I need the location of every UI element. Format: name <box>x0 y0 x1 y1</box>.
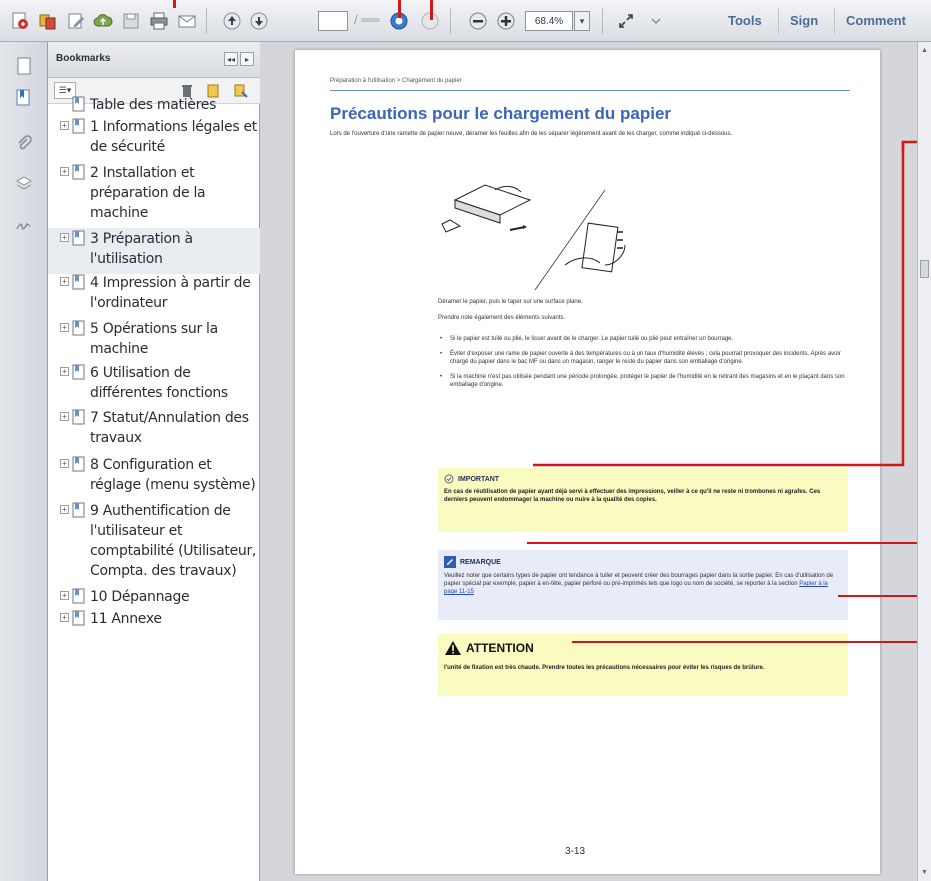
bookmark-item[interactable] <box>48 318 260 364</box>
bookmark-page-icon <box>72 230 86 246</box>
page-number-input[interactable] <box>318 11 348 31</box>
expand-toggle-icon[interactable]: + <box>60 459 69 468</box>
intro-paragraph: Lors de l'ouverture d'une ramette de papier neuve, déramer les feuilles afin de les séparer légèrement avant de les charger, comme indiqué ci-dessous. <box>330 131 733 137</box>
expand-toggle-icon[interactable]: + <box>60 591 69 600</box>
remarque-note <box>438 550 848 620</box>
bookmark-options-menu[interactable]: ☰▾ <box>54 82 76 99</box>
toolbar-separator <box>778 8 779 34</box>
toolbar-separator <box>206 8 207 34</box>
bookmark-item[interactable] <box>48 454 260 500</box>
bookmark-page-icon <box>72 320 86 336</box>
check-circle-icon <box>444 474 454 484</box>
important-note <box>438 468 848 532</box>
paragraph: Déramer le papier, puis le taper sur une surface plane. <box>438 299 583 305</box>
remarque-heading <box>444 556 501 568</box>
more-tools-icon[interactable] <box>644 9 668 33</box>
bookmarks-panel-title: Bookmarks <box>56 53 111 64</box>
remarque-label: REMARQUE <box>460 558 501 566</box>
expand-toggle-icon[interactable]: + <box>60 323 69 332</box>
attention-note <box>438 634 848 696</box>
comment-pane-link[interactable]: Comment <box>846 13 906 28</box>
scroll-up-icon[interactable]: ▲ <box>921 47 928 54</box>
bookmark-label: 3 Préparation à l'utilisation <box>90 231 193 267</box>
bookmark-item[interactable] <box>48 116 260 162</box>
bookmark-page-icon <box>72 118 86 134</box>
expand-toggle-icon[interactable]: + <box>60 367 69 376</box>
toolbar <box>0 0 931 42</box>
vertical-scrollbar[interactable] <box>917 42 931 881</box>
full-screen-icon[interactable] <box>614 9 638 33</box>
bookmark-item[interactable] <box>48 94 260 116</box>
bookmark-item[interactable] <box>48 586 260 608</box>
expand-toggle-icon[interactable]: + <box>60 277 69 286</box>
expand-toggle-icon[interactable]: + <box>60 412 69 421</box>
bookmark-label: 10 Dépannage <box>90 589 190 605</box>
callout-line <box>430 0 433 20</box>
list-item: • Éviter d'exposer une rame de papier ouverte à des températures ou à un taux d'humidité élevés ; cela pourrait provoquer des incidents. Après avoir chargé du papier dans le bac MF ou dans un magasin, ranger le reste du papier dans son emballage d'origine. <box>438 350 848 366</box>
bookmark-label: 5 Opérations sur la machine <box>90 321 218 357</box>
bookmark-item[interactable] <box>48 608 260 630</box>
callout-line <box>398 0 401 18</box>
bookmarks-panel-header <box>48 42 260 78</box>
navigation-rail <box>0 42 48 881</box>
tools-pane-link[interactable]: Tools <box>728 13 762 28</box>
bookmark-item[interactable] <box>48 272 260 318</box>
signatures-icon[interactable] <box>12 212 36 236</box>
toolbar-separator <box>834 8 835 34</box>
expand-toggle-icon[interactable]: + <box>60 613 69 622</box>
paragraph: Prendre note également des éléments suivants. <box>438 315 566 321</box>
attention-heading <box>444 640 534 656</box>
expand-toggle-icon[interactable]: + <box>60 505 69 514</box>
bookmark-label: 7 Statut/Annulation des travaux <box>90 410 249 446</box>
important-label: IMPORTANT <box>458 475 500 483</box>
page-thumbnails-icon[interactable] <box>12 54 36 78</box>
page-title: Précautions pour le chargement du papier <box>330 104 672 123</box>
bookmark-page-icon <box>72 164 86 180</box>
scrollbar-thumb[interactable] <box>920 260 929 278</box>
bookmark-page-icon <box>72 456 86 472</box>
bookmark-page-icon <box>72 274 86 290</box>
collapse-panel-icon[interactable]: ◂◂ <box>224 52 238 66</box>
attachments-icon[interactable] <box>12 132 36 156</box>
bullet-list <box>438 335 848 396</box>
bookmark-label: 1 Informations légales et de sécurité <box>90 119 257 155</box>
bookmark-label: Table des matières <box>90 97 217 113</box>
save-icon[interactable] <box>119 9 143 33</box>
attention-label: ATTENTION <box>466 641 534 655</box>
toolbar-separator <box>602 8 603 34</box>
create-pdf-icon[interactable] <box>8 9 32 33</box>
zoom-in-icon[interactable] <box>494 9 518 33</box>
bookmark-item[interactable] <box>48 162 260 228</box>
bookmarks-panel <box>48 42 260 881</box>
document-viewport[interactable] <box>260 42 917 881</box>
page-number: 3-13 <box>565 846 586 857</box>
bookmark-label: 11 Annexe <box>90 611 162 627</box>
edit-icon[interactable] <box>64 9 88 33</box>
remarque-text <box>444 572 842 596</box>
combine-files-icon[interactable] <box>36 9 60 33</box>
bookmark-item[interactable] <box>48 228 260 274</box>
bookmark-label: 2 Installation et préparation de la machine <box>90 165 206 221</box>
remarque-body: Veuillez noter que certains types de papier ont tendance à tuiler et peuvent créer des bourrages papier dans la sortie papier. En cas d'utilisation de papier spécial par exemple, papier à en-tête, papier perforé ou pré-imprimés tels que logo ou nom de société, se reporter à la section <box>444 573 834 587</box>
expand-toggle-icon[interactable]: + <box>60 167 69 176</box>
warning-icon <box>444 640 462 656</box>
zoom-out-icon[interactable] <box>466 9 490 33</box>
breadcrumb-divider <box>330 90 850 91</box>
page-total: / ══ <box>354 12 380 27</box>
sign-pane-link[interactable]: Sign <box>790 13 819 28</box>
print-icon[interactable] <box>147 9 171 33</box>
cross-reference-link[interactable]: Papier à la page 11-15 <box>444 581 828 595</box>
bookmark-page-icon <box>72 610 86 626</box>
list-item: • Si la machine n'est pas utilisée pendant une période prolongée, protéger le papier de l'humidité en le retirant des magasins et en le plaçant dans son emballage d'origine. <box>438 373 848 389</box>
zoom-level-input[interactable]: 68.4% <box>525 11 573 31</box>
bookmark-page-icon <box>72 409 86 425</box>
important-text: En cas de réutilisation de papier ayant déjà servi à effectuer des impressions, veiller à ce qu'il ne reste ni trombones ni agrafes. Ces derniers peuvent endommager la machine ou nuire à la qualité des copies. <box>444 489 821 503</box>
next-page-icon[interactable] <box>247 9 271 33</box>
panel-options-icon[interactable]: ▸ <box>240 52 254 66</box>
bookmark-label: 6 Utilisation de différentes fonctions <box>90 365 228 401</box>
important-heading <box>444 474 499 484</box>
toolbar-separator <box>450 8 451 34</box>
cloud-upload-icon[interactable] <box>91 9 115 33</box>
breadcrumb: Préparation à l'utilisation > Chargement du papier <box>330 78 462 84</box>
zoom-dropdown-arrow-icon[interactable]: ▾ <box>574 11 590 31</box>
bookmark-label: 8 Configuration et réglage (menu système) <box>90 457 256 493</box>
list-item: • Si le papier est tuilé ou plié, le lisser avant de le charger. Le papier tuilé ou plié peut entraîner un bourrage. <box>438 335 848 343</box>
bookmark-item[interactable] <box>48 407 260 453</box>
bookmark-item[interactable] <box>48 362 260 408</box>
bookmark-page-icon <box>72 588 86 604</box>
scroll-down-icon[interactable]: ▼ <box>921 869 928 876</box>
bookmark-label: 4 Impression à partir de l'ordinateur <box>90 275 251 311</box>
layers-icon[interactable] <box>12 172 36 196</box>
expand-toggle-icon[interactable]: + <box>60 121 69 130</box>
callout-line <box>173 0 176 8</box>
bookmarks-icon[interactable] <box>12 86 36 110</box>
bookmark-page-icon <box>72 364 86 380</box>
bookmark-item[interactable] <box>48 500 260 586</box>
bookmark-page-icon <box>72 502 86 518</box>
bookmark-page-icon <box>72 96 86 112</box>
email-icon[interactable] <box>175 9 199 33</box>
expand-toggle-icon[interactable]: + <box>60 233 69 242</box>
attention-text: l'unité de fixation est très chaude. Prendre toutes les précautions nécessaires pour éviter les risques de brûlure. <box>444 665 765 671</box>
document-page <box>295 50 880 874</box>
note-icon <box>444 556 456 568</box>
paper-fanning-illustration <box>435 170 675 290</box>
bookmark-label: 9 Authentification de l'utilisateur et comptabilité (Utilisateur, Compta. des travaux) <box>90 503 257 579</box>
previous-page-icon[interactable] <box>220 9 244 33</box>
